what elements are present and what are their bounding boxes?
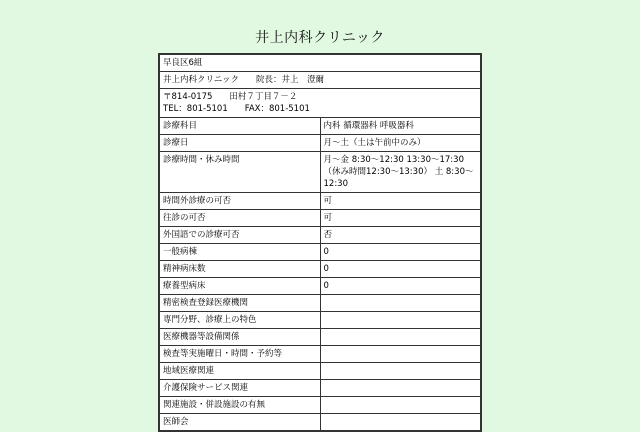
district-cell: 早良区6組 [159,54,481,72]
row-label: 時間外診療の可否 [159,193,320,210]
contact-text: TEL：801-5101 FAX：801-5101 [163,104,310,114]
row-value [320,312,481,329]
table-row [159,278,481,295]
row-label: 精神病床数 [159,261,320,278]
row-label: 介護保険サービス関連 [159,380,320,397]
row-value: 月〜土（土は午前中のみ） [320,135,481,152]
table-row [159,397,481,414]
clinic-director-row [159,72,481,89]
address-contact-row [159,89,481,118]
table-row [159,118,481,135]
row-label: 地域医療関連 [159,363,320,380]
row-value: 内科 循環器科 呼吸器科 [320,118,481,135]
row-label: 関連施設・併設施設の有無 [159,397,320,414]
row-value: 月〜金 8:30〜12:30 13:30〜17:30 （休み時間12:30〜13:30） 土 8:30〜12:30 [320,152,481,193]
row-value: 否 [320,227,481,244]
table-row [159,227,481,244]
row-value: 0 [320,278,481,295]
row-label: 専門分野、診療上の特色 [159,312,320,329]
clinic-director-cell: 井上内科クリニック 院長：井上 澄爾 [159,72,481,89]
clinic-info-table [158,53,482,432]
table-row [159,261,481,278]
table-row [159,210,481,227]
table-row [159,295,481,312]
row-value [320,346,481,363]
page-title: 井上内科クリニック [255,30,385,46]
row-label: 一般病棟 [159,244,320,261]
row-value [320,414,481,432]
row-value: 0 [320,244,481,261]
table-row [159,346,481,363]
row-label: 精密検査登録医療機関 [159,295,320,312]
row-label: 医師会 [159,414,320,432]
table-row [159,414,481,432]
row-value: 可 [320,210,481,227]
table-row [159,193,481,210]
row-label: 医療機器等設備関係 [159,329,320,346]
row-label: 検査等実施曜日・時間・予約等 [159,346,320,363]
table-row [159,363,481,380]
row-value: 0 [320,261,481,278]
row-value: 可 [320,193,481,210]
table-row [159,312,481,329]
address-text: 〒814-0175 田村７丁目７－２ [163,92,298,102]
row-label: 診療時間・休み時間 [159,152,320,193]
table-row [159,135,481,152]
table-row [159,244,481,261]
row-value [320,380,481,397]
row-label: 外国語での診療可否 [159,227,320,244]
row-label: 診療日 [159,135,320,152]
row-value [320,329,481,346]
row-value [320,397,481,414]
table-row [159,329,481,346]
district-row [159,54,481,72]
address-contact-cell [159,89,481,118]
row-label: 療養型病床 [159,278,320,295]
row-value [320,363,481,380]
row-value [320,295,481,312]
row-label: 診療科目 [159,118,320,135]
table-row [159,152,481,193]
table-row [159,380,481,397]
row-label: 往診の可否 [159,210,320,227]
